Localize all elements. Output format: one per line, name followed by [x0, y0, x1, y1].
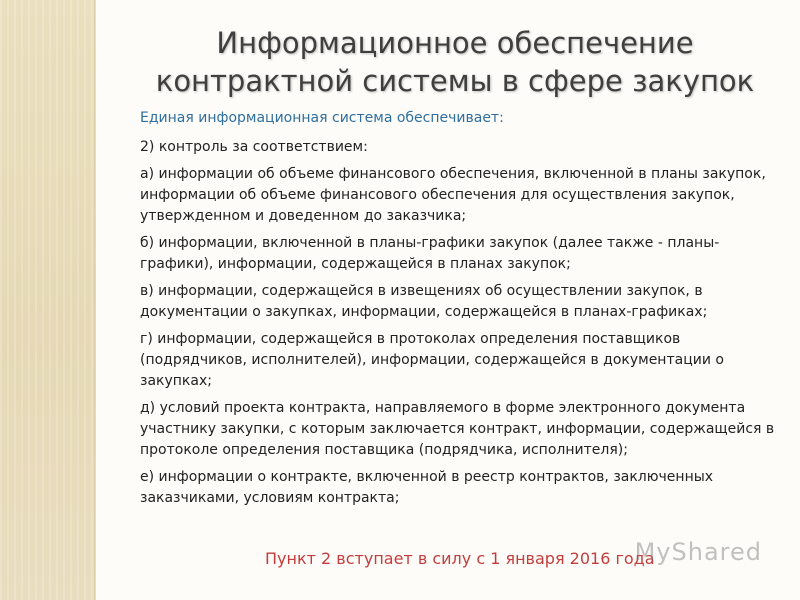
list-item-d: [140, 398, 780, 461]
decorative-side-strip: [0, 0, 96, 600]
effective-date-note: Пункт 2 вступает в силу с 1 января 2016 года: [265, 549, 655, 568]
list-item-b: [140, 233, 780, 275]
content-section: 2) контроль за соответствием:: [140, 139, 368, 155]
list-item-e-text: е) информации о контракте, включенной в реестр контрактов, заключенных заказчиками, условиям контракта;: [140, 469, 714, 506]
watermark: MyShared: [634, 538, 762, 566]
slide-title: Информационное обеспечение контрактной системы в сфере закупок: [155, 26, 755, 98]
list-item-v: [140, 281, 780, 323]
list-item-g: [140, 329, 780, 392]
content-lead: Единая информационная система обеспечивает:: [140, 110, 504, 126]
list-item-a: [140, 164, 780, 227]
list-item-v-text: в) информации, содержащейся в извещениях об осуществлении закупок, в документации о закупках, информации, содержащейся в планах-графиках;: [140, 283, 708, 320]
list-item-d-text: д) условий проекта контракта, направляемого в форме электронного документа участнику закупки, с которым заключается контракт, информации, содержащейся в протоколе определения поставщика (подрядчика, исполнителя);: [140, 400, 775, 458]
slide-content: [140, 108, 780, 515]
list-item-a-text: а) информации об объеме финансового обеспечения, включенной в планы закупок, информации об объеме финансового обеспечения для осуществления закупок, утвержденном и доведенном до заказчика;: [140, 166, 766, 224]
list-item-g-text: г) информации, содержащейся в протоколах определения поставщиков (подрядчиков, исполнителей), информации, содержащейся в документации о закупках;: [140, 331, 724, 389]
side-strip-divider: [94, 0, 95, 600]
list-item-b-text: б) информации, включенной в планы-графики закупок (далее также - планы-графики), информации, содержащейся в планах закупок;: [140, 235, 720, 272]
list-item-e: [140, 467, 780, 509]
